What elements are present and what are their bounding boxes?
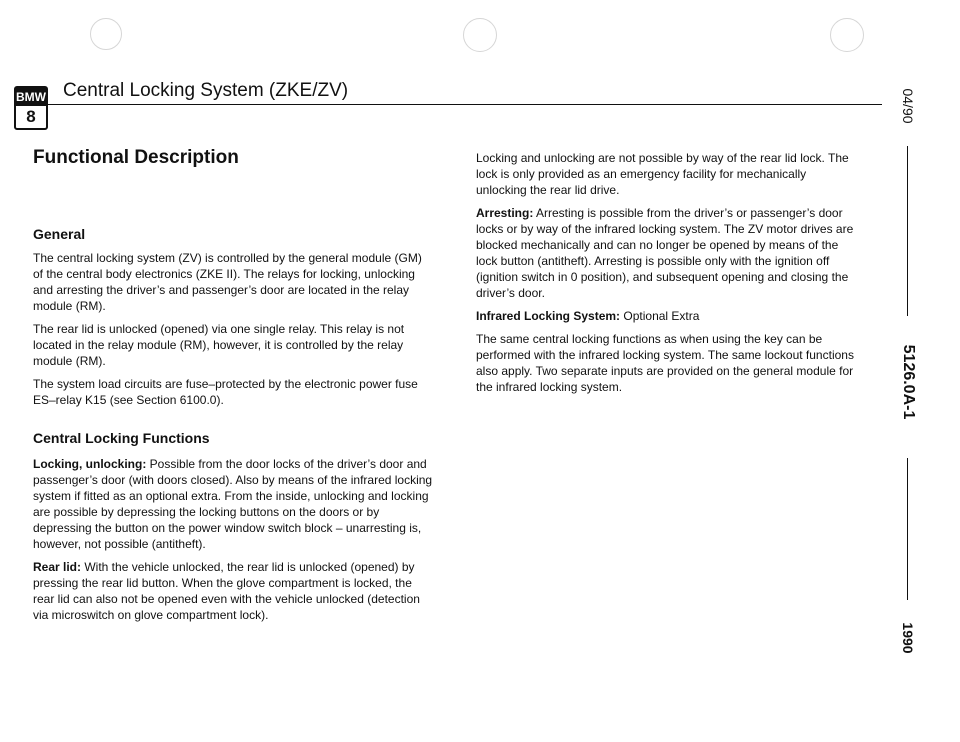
sidebar-rule-2: [907, 458, 908, 600]
arresting-label: Arresting:: [476, 206, 534, 220]
central-locking-functions-heading: Central Locking Functions: [33, 430, 210, 446]
general-text: [33, 250, 433, 415]
bmw-series-logo: [14, 86, 48, 130]
punch-hole-left: [90, 18, 122, 50]
general-paragraph-2: The rear lid is unlocked (opened) via one single relay. This relay is not located in the relay module (RM), however, it is controlled by the relay module (RM).: [33, 322, 405, 368]
arresting-text: Arresting is possible from the driver’s or passenger’s door locks or by way of the infrared locking system. The ZV motor drives are blocked mechanically and can no longer be opened by means of the lock button (antitheft). Arresting is possible only with the ignition off (ignition switch in 0 position), and subsequent opening and closing the driver’s door.: [476, 206, 854, 300]
right-column: [476, 150, 856, 402]
locking-label: Locking, unlocking:: [33, 457, 147, 471]
logo-brand: BMW: [16, 90, 46, 104]
sidebar-doc-number: 5126.0A-1: [900, 344, 917, 420]
rear-lid-label: Rear lid:: [33, 560, 82, 574]
punch-hole-right: [830, 18, 864, 52]
functions-text: [33, 456, 433, 630]
infrared-paragraph: [476, 308, 856, 324]
locking-paragraph: [33, 456, 433, 552]
page-title: Central Locking System (ZKE/ZV): [63, 80, 349, 101]
infrared-functions-paragraph: The same central locking functions as when using the key can be performed with the infrared locking system. The same lockout functions also apply. Two separate inputs are provided on the general module for the infrared locking system.: [476, 332, 854, 394]
infrared-text: Optional Extra: [620, 309, 700, 323]
header-rule: [46, 104, 882, 105]
rear-lid-lock-paragraph: Locking and unlocking are not possible by way of the rear lid lock. The lock is only provided as an emergency facility for mechanically unlocking the rear lid drive.: [476, 151, 849, 197]
punch-hole-center: [463, 18, 497, 52]
infrared-label: Infrared Locking System:: [476, 309, 621, 323]
locking-text: Possible from the door locks of the driver’s door and passenger’s door (with doors closed). Also by means of the infrared locking system if fitted as an optional extra. From the inside, unlocking and locking are possible by depressing the locking buttons on the doors or by depressing the button on the power window switch block – unarresting is, however, not possible (antitheft).: [33, 457, 433, 551]
general-paragraph-1: The central locking system (ZV) is controlled by the general module (GM) of the central body electronics (ZKE II). The relays for locking, unlocking and arresting the driver’s and passenger’s door are located in the relay module (RM).: [33, 251, 422, 313]
sidebar-rule-1: [907, 146, 908, 316]
general-paragraph-3: The system load circuits are fuse–protected by the electronic power fuse ES–relay K15 (see Section 6100.0).: [33, 377, 418, 407]
general-heading: General: [33, 226, 86, 242]
arresting-paragraph: [476, 205, 856, 301]
rear-lid-paragraph: [33, 559, 433, 623]
sidebar-year: 1990: [900, 622, 916, 654]
rear-lid-text: With the vehicle unlocked, the rear lid is unlocked (opened) by pressing the rear lid button. When the glove compartment is locked, the rear lid can also not be opened even with the vehicle unlocked (detection via microswitch on glove compartment lock).: [33, 560, 420, 622]
sidebar-date: 04/90: [900, 88, 916, 124]
logo-model: 8: [26, 107, 36, 126]
section-heading: Functional Description: [33, 147, 239, 168]
